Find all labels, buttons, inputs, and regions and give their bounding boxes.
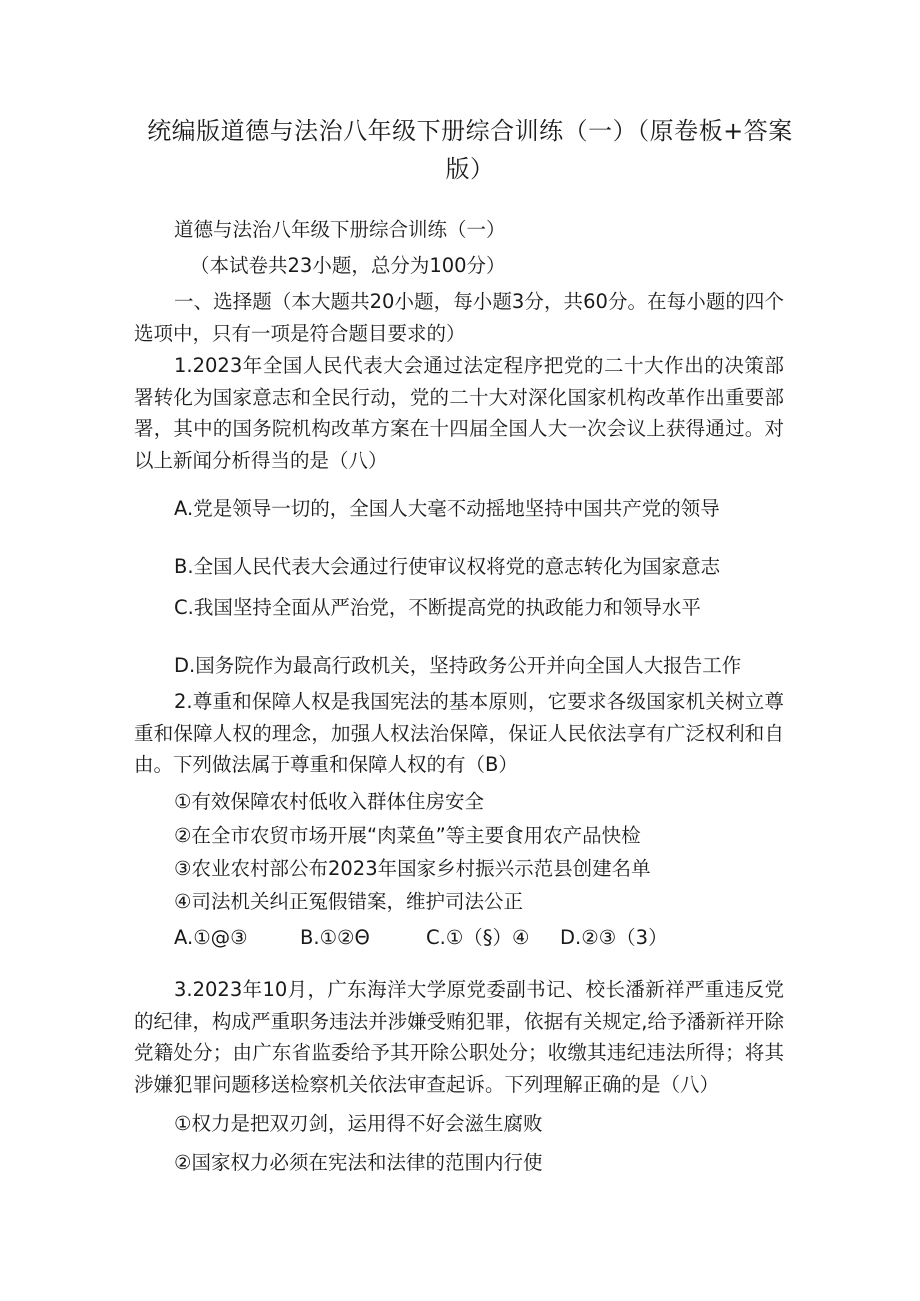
- question-1-stem: 1.2023年全国人民代表大会通过法定程序把党的二十大作出的决策部署转化为国家意志和全民行动，党的二十大对深化国家机构改革作出重要部署，其中的国务院机构改革方案在十四届全国人大一次会议上获得通过。对以上新闻分析得当的是（八）: [134, 354, 784, 472]
- question-2-choice-d: D.②③（3）: [560, 926, 668, 949]
- question-3-item-1: ①权力是把双刃剑，运用得不好会滋生腐败: [174, 1112, 543, 1135]
- question-2-item-2: ②在全市农贸市场开展“肉菜鱼”等主要食用农产品快检: [174, 824, 641, 847]
- document-subtitle: 道德与法治八年级下册综合训练（一）: [174, 218, 506, 241]
- exam-info: （本试卷共23小题，总分为100分）: [190, 254, 506, 277]
- question-2-choice-c: C.①（§）④: [426, 926, 530, 949]
- question-2-stem: 2.尊重和保障人权是我国宪法的基本原则，它要求各级国家机关树立尊重和保障人权的理念，加强人权法治保障，保证人民依法享有广泛权利和自由。下列做法属于尊重和保障人权的有（B）: [134, 690, 784, 776]
- document-title: 统编版道德与法治八年级下册综合训练（一）（原卷板+答案版）: [147, 117, 793, 183]
- question-3-stem: 3.2023年10月，广东海洋大学原党委副书记、校长潘新祥严重违反党的纪律，构成严重职务违法并涉嫌受贿犯罪，依据有关规定,给予潘新祥开除党籍处分；由广东省监委给予其开除公职处分；收缴其违纪违法所得；将其涉嫌犯罪问题移送检察机关依法审查起诉。下列理解正确的是（八）: [134, 978, 784, 1096]
- question-2-item-4: ④司法机关纠正冤假错案，维护司法公正: [174, 890, 523, 913]
- question-1-option-d: D.国务院作为最高行政机关，坚持政务公开并向全国人大报告工作: [174, 654, 742, 677]
- question-2-item-1: ①有效保障农村低收入群体住房安全: [174, 790, 484, 813]
- question-2-choice-b: B.①②Θ: [300, 926, 370, 949]
- question-3-item-2: ②国家权力必须在宪法和法律的范围内行使: [174, 1151, 543, 1174]
- question-1-option-c: C.我国坚持全面从严治党，不断提高党的执政能力和领导水平: [174, 596, 701, 619]
- section-heading: 一、选择题（本大题共20小题，每小题3分，共60分。在每小题的四个选项中，只有一项是符合题目要求的）: [134, 290, 784, 345]
- question-1-option-a: A.党是领导一切的，全国人大毫不动摇地坚持中国共产党的领导: [174, 497, 720, 520]
- question-2-item-3: ③农业农村部公布2023年国家乡村振兴示范县创建名单: [174, 857, 651, 880]
- question-2-choice-a: A.①@③: [174, 926, 248, 949]
- question-2-choices: [174, 922, 734, 954]
- question-1-option-b: B.全国人民代表大会通过行使审议权将党的意志转化为国家意志: [174, 555, 721, 578]
